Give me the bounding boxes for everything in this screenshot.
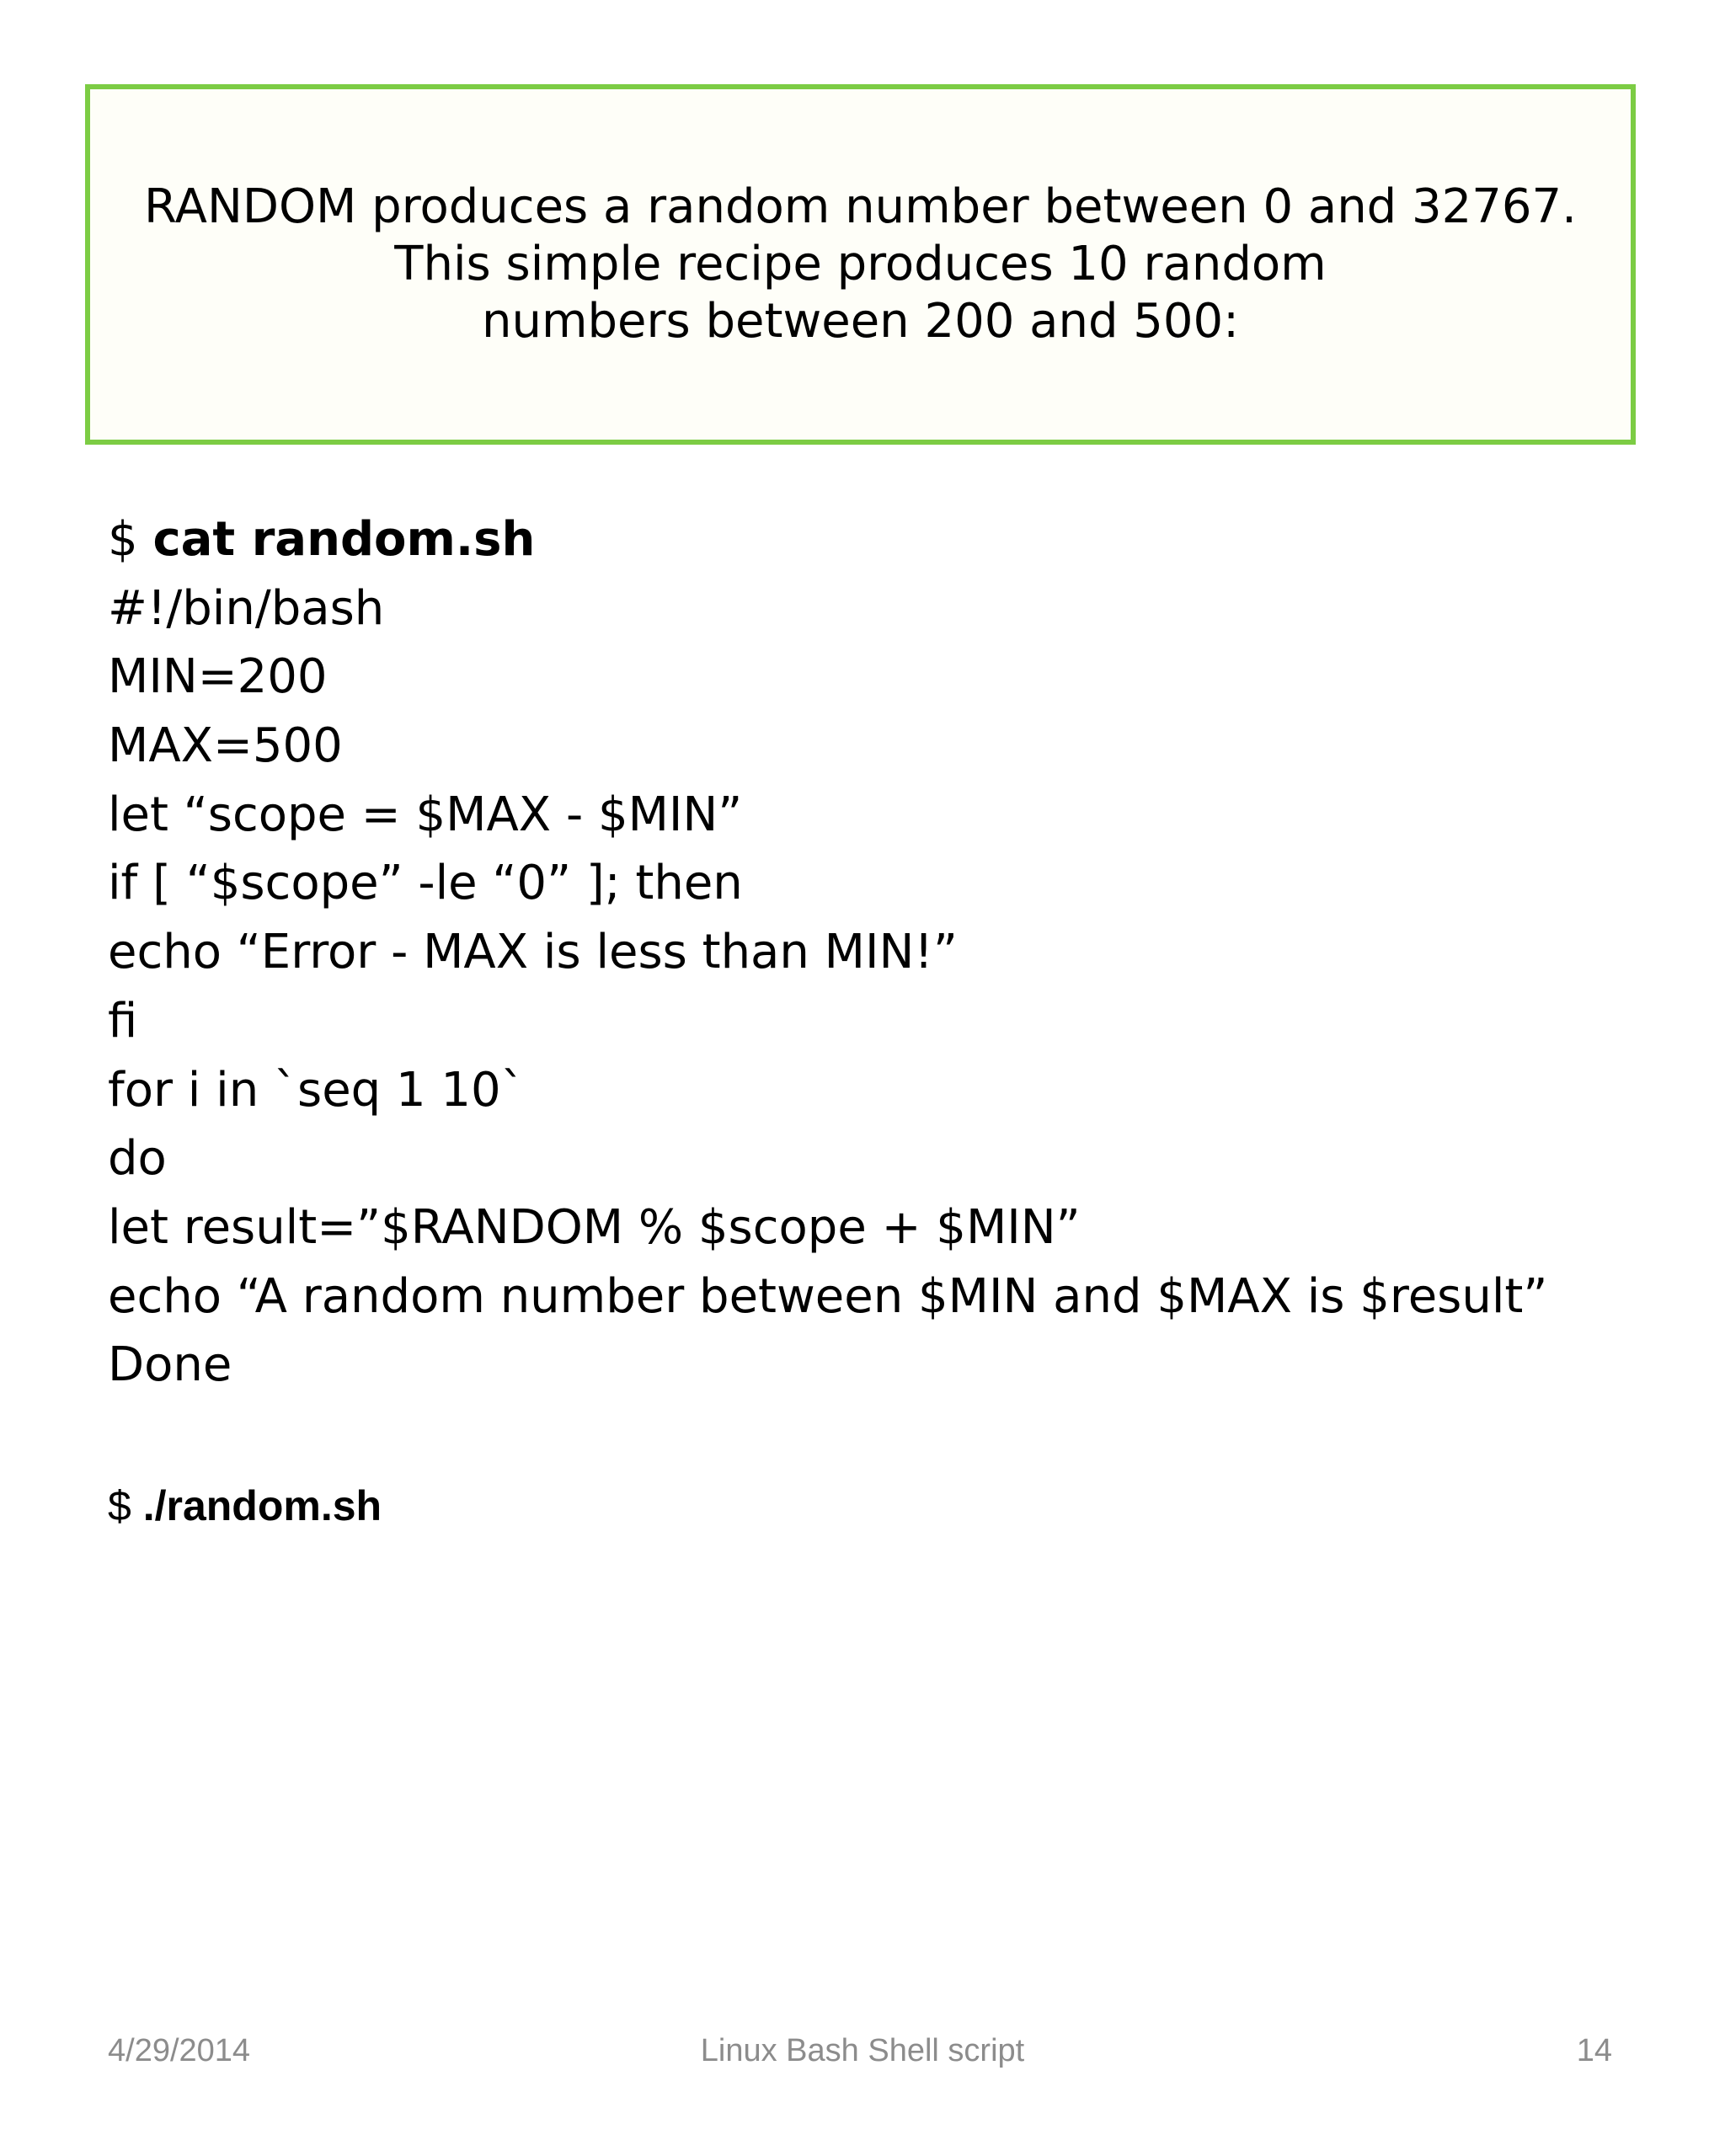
footer-date: 4/29/2014: [108, 2033, 251, 2068]
script-line: fi: [108, 993, 138, 1049]
script-line: let “scope = $MAX - $MIN”: [108, 787, 743, 842]
script-line: echo “A random number between $MIN and $MAX is $result”: [108, 1268, 1548, 1324]
script-line: MIN=200: [108, 649, 328, 705]
script-line: echo “Error - MAX is less than MIN!”: [108, 925, 958, 980]
run-command-text: ./random.sh: [142, 1482, 382, 1529]
run-command-line: [108, 1476, 382, 1536]
command-line: [108, 505, 1624, 574]
script-line: do: [108, 1131, 167, 1187]
footer-page-number: 14: [1576, 2033, 1612, 2068]
script-line: if [ “$scope” -le “0” ]; then: [108, 856, 743, 911]
script-line: Done: [108, 1337, 232, 1393]
callout-box: [85, 84, 1636, 445]
command-text: cat random.sh: [152, 512, 536, 567]
command-prompt: $: [108, 512, 153, 567]
run-prompt: $: [108, 1482, 143, 1529]
script-line: #!/bin/bash: [108, 580, 385, 636]
callout-text-line-1: RANDOM produces a random number between 0 and 32767.: [144, 179, 1577, 234]
callout-text-line-2: This simple recipe produces 10 random: [394, 237, 1327, 291]
script-line: MAX=500: [108, 718, 343, 774]
script-line: for i in `seq 1 10`: [108, 1062, 525, 1118]
code-block: [108, 505, 1624, 1400]
script-line: let result=”$RANDOM % $scope + $MIN”: [108, 1199, 1081, 1255]
footer-title: Linux Bash Shell script: [700, 2033, 1025, 2068]
callout-text-line-3: numbers between 200 and 500:: [481, 294, 1240, 349]
